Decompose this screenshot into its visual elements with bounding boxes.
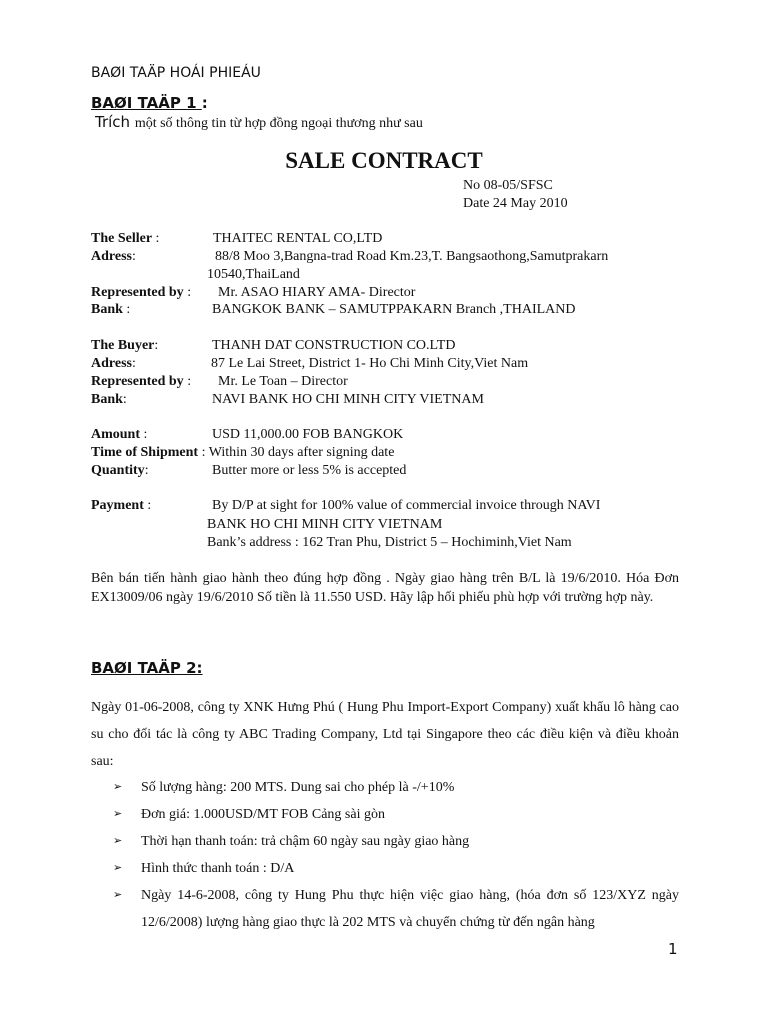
quantity-label: Quantity: <box>91 463 149 478</box>
quantity-value: Butter more or less 5% is accepted <box>212 463 407 478</box>
seller-name: THAITEC RENTAL CO,LTD <box>213 231 383 246</box>
shipment-row <box>91 445 394 461</box>
buyer-name: THANH DAT CONSTRUCTION CO.LTD <box>212 338 456 353</box>
shipment-label: Time of Shipment <box>91 445 199 460</box>
exercise-1-title <box>91 94 208 112</box>
contract-title: SALE CONTRACT <box>285 148 483 173</box>
exercise-1-task: Bên bán tiến hành giao hành theo đúng hợp đồng . Ngày giao hàng trên B/L là 19/6/2010. Hóa Đơn EX13009/06 ngày 19/6/2010 Số tiền là 11.550 USD. Hãy lập hối phiếu phù hợp với trường hợp này. <box>91 571 679 605</box>
exercise-2-conditions <box>91 774 679 936</box>
list-item: ➢ Ngày 14-6-2008, công ty Hung Phu thực hiện việc giao hàng, (hóa đơn số 123/XYZ ngày 12/6/2008) lượng hàng giao thực là 202 MTS và chuyển chứng từ đến ngân hàng <box>91 882 679 936</box>
arrow-bullet-icon: ➢ <box>113 889 123 901</box>
buyer-representative: Mr. Le Toan – Director <box>218 374 348 389</box>
intro-lead: Trích <box>95 113 135 131</box>
contract-number: No 08-05/SFSC <box>463 178 553 193</box>
seller-bank-label: Bank : <box>91 302 131 317</box>
list-item: ➢ Thời hạn thanh toán: trả chậm 60 ngày sau ngày giao hàng <box>91 828 679 855</box>
contract-date: Date 24 May 2010 <box>463 196 568 211</box>
buyer-address: 87 Le Lai Street, District 1- Ho Chi Minh City,Viet Nam <box>211 356 529 371</box>
arrow-bullet-icon: ➢ <box>113 781 123 793</box>
buyer-bank-label: Bank: <box>91 392 127 407</box>
arrow-bullet-icon: ➢ <box>113 808 123 820</box>
seller-label: The Seller : <box>91 231 160 246</box>
arrow-bullet-icon: ➢ <box>113 835 123 847</box>
amount-label: Amount : <box>91 427 148 442</box>
exercise-1-title-colon: : <box>201 94 208 112</box>
amount-value: USD 11,000.00 FOB BANGKOK <box>212 427 404 442</box>
list-item: ➢ Số lượng hàng: 200 MTS. Dung sai cho phép là -/+10% <box>91 774 679 801</box>
buyer-bank: NAVI BANK HO CHI MINH CITY VIETNAM <box>212 392 484 407</box>
seller-address-line1: 88/8 Moo 3,Bangna-trad Road Km.23,T. Bangsaothong,Samutprakarn <box>215 249 609 264</box>
buyer-label: The Buyer: <box>91 338 159 353</box>
payment-label: Payment : <box>91 498 152 513</box>
exercise-1-intro <box>95 113 423 132</box>
seller-bank: BANGKOK BANK – SAMUTPPAKARN Branch ,THAILAND <box>212 302 576 317</box>
exercise-2-title: BAØI TAÄP 2: <box>91 659 203 677</box>
payment-line2: BANK HO CHI MINH CITY VIETNAM <box>207 517 443 532</box>
buyer-rep-label: Represented by : <box>91 374 192 389</box>
seller-address-label: Adress: <box>91 249 136 264</box>
payment-line3: Bank’s address : 162 Tran Phu, District 5 – Hochiminh,Viet Nam <box>207 535 572 550</box>
payment-line1: By D/P at sight for 100% value of commercial invoice through NAVI <box>212 498 601 513</box>
intro-rest: một số thông tin từ hợp đồng ngoại thương như sau <box>134 116 423 131</box>
seller-representative: Mr. ASAO HIARY AMA- Director <box>218 285 416 300</box>
list-item: ➢ Đơn giá: 1.000USD/MT FOB Cảng sài gòn <box>91 801 679 828</box>
exercise-1-title-text: BAØI TAÄP 1 <box>91 94 202 112</box>
document-header: BAØI TAÄP HOÁI PHIEÁU <box>91 65 261 81</box>
shipment-value: : Within 30 days after signing date <box>201 445 395 460</box>
seller-address-line2: 10540,ThaiLand <box>207 267 300 282</box>
seller-rep-label: Represented by : <box>91 285 192 300</box>
page-number: 1 <box>668 940 678 958</box>
buyer-address-label: Adress: <box>91 356 136 371</box>
exercise-2-intro: Ngày 01-06-2008, công ty XNK Hưng Phú ( Hung Phu Import-Export Company) xuất khẩu lô hàng cao su cho đối tác là công ty ABC Trading Company, Ltd tại Singapore theo các điều kiện và điều khoản sau: <box>91 700 679 769</box>
arrow-bullet-icon: ➢ <box>113 862 123 874</box>
list-item: ➢ Hình thức thanh toán : D/A <box>91 855 679 882</box>
